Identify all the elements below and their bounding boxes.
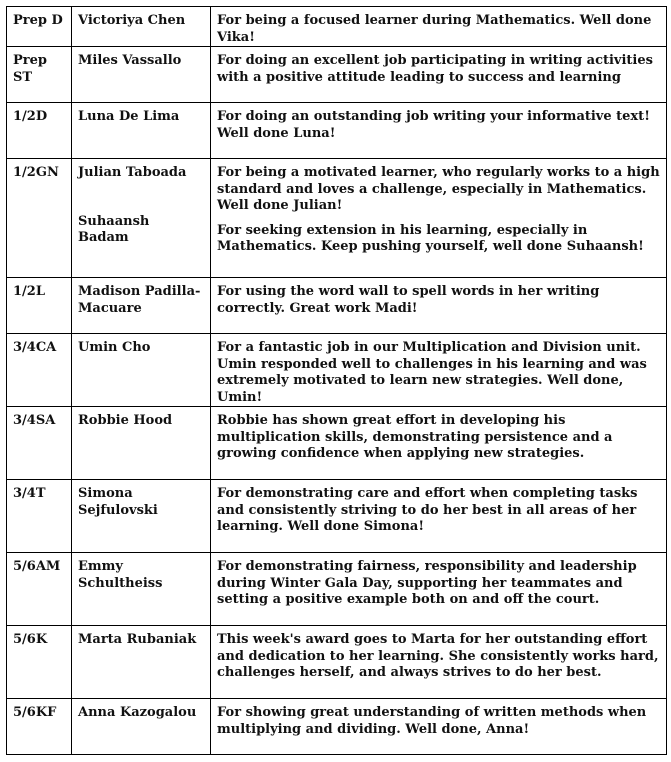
table-row	[7, 626, 667, 699]
table-row	[7, 47, 667, 103]
student-name-cell: Robbie Hood	[72, 407, 211, 480]
award-reason-cell	[211, 159, 667, 278]
class-cell: Prep D	[7, 7, 72, 47]
table-row	[7, 699, 667, 755]
award-reason-cell: For demonstrating fairness, responsibility and leadership during Winter Gala Day, supporting her teammates and setting a positive example both on and off the court.	[211, 553, 667, 626]
student-name-cell: Miles Vassallo	[72, 47, 211, 103]
table-row	[7, 278, 667, 334]
class-cell: 1/2GN	[7, 159, 72, 278]
class-cell: 5/6K	[7, 626, 72, 699]
award-reason-cell: For doing an outstanding job writing your informative text! Well done Luna!	[211, 103, 667, 159]
class-cell: Prep ST	[7, 47, 72, 103]
table-row	[7, 159, 667, 278]
student-name-cell: Anna Kazogalou	[72, 699, 211, 755]
student-name-cell: Emmy Schultheiss	[72, 553, 211, 626]
table-row	[7, 407, 667, 480]
class-cell: 3/4SA	[7, 407, 72, 480]
table-row	[7, 7, 667, 47]
student-name-cell: Simona Sejfulovski	[72, 480, 211, 553]
award-reason-cell: For showing great understanding of written methods when multiplying and dividing. Well done, Anna!	[211, 699, 667, 755]
award-reason-cell: For doing an excellent job participating in writing activities with a positive attitude leading to success and learning	[211, 47, 667, 103]
class-cell: 5/6KF	[7, 699, 72, 755]
award-reason: For being a motivated learner, who regularly works to a high standard and loves a challenge, especially in Mathematics. Well done Julian!	[217, 165, 660, 213]
student-name-cell: Umin Cho	[72, 334, 211, 407]
class-cell: 5/6AM	[7, 553, 72, 626]
table-row	[7, 553, 667, 626]
award-reason-cell: For being a focused learner during Mathematics. Well done Vika!	[211, 7, 667, 47]
student-name-cell: Luna De Lima	[72, 103, 211, 159]
table-row	[7, 480, 667, 553]
student-name-cell: Marta Rubaniak	[72, 626, 211, 699]
class-cell: 1/2L	[7, 278, 72, 334]
student-name-cell: Madison Padilla-Macuare	[72, 278, 211, 334]
class-cell: 1/2D	[7, 103, 72, 159]
class-cell: 3/4CA	[7, 334, 72, 407]
student-name: Suhaansh Badam	[78, 213, 150, 245]
award-reason-cell: This week's award goes to Marta for her outstanding effort and dedication to her learning. She consistently works hard, challenges herself, and always strives to do her best.	[211, 626, 667, 699]
award-reason-cell: For demonstrating care and effort when completing tasks and consistently striving to do her best in all areas of her learning. Well done Simona!	[211, 480, 667, 553]
award-reason-cell: Robbie has shown great effort in developing his multiplication skills, demonstrating persistence and a growing confidence when applying new strategies.	[211, 407, 667, 480]
class-cell: 3/4T	[7, 480, 72, 553]
student-name-cell: Victoriya Chen	[72, 7, 211, 47]
table-row	[7, 334, 667, 407]
awards-table	[6, 6, 667, 755]
student-name: Julian Taboada	[78, 165, 187, 180]
award-reason: For seeking extension in his learning, especially in Mathematics. Keep pushing yourself, well done Suhaansh!	[217, 222, 644, 254]
table-row	[7, 103, 667, 159]
student-name-cell	[72, 159, 211, 278]
award-reason-cell: For a fantastic job in our Multiplication and Division unit. Umin responded well to challenges in his learning and was extremely motivated to learn new strategies. Well done, Umin!	[211, 334, 667, 407]
award-reason-cell: For using the word wall to spell words in her writing correctly. Great work Madi!	[211, 278, 667, 334]
